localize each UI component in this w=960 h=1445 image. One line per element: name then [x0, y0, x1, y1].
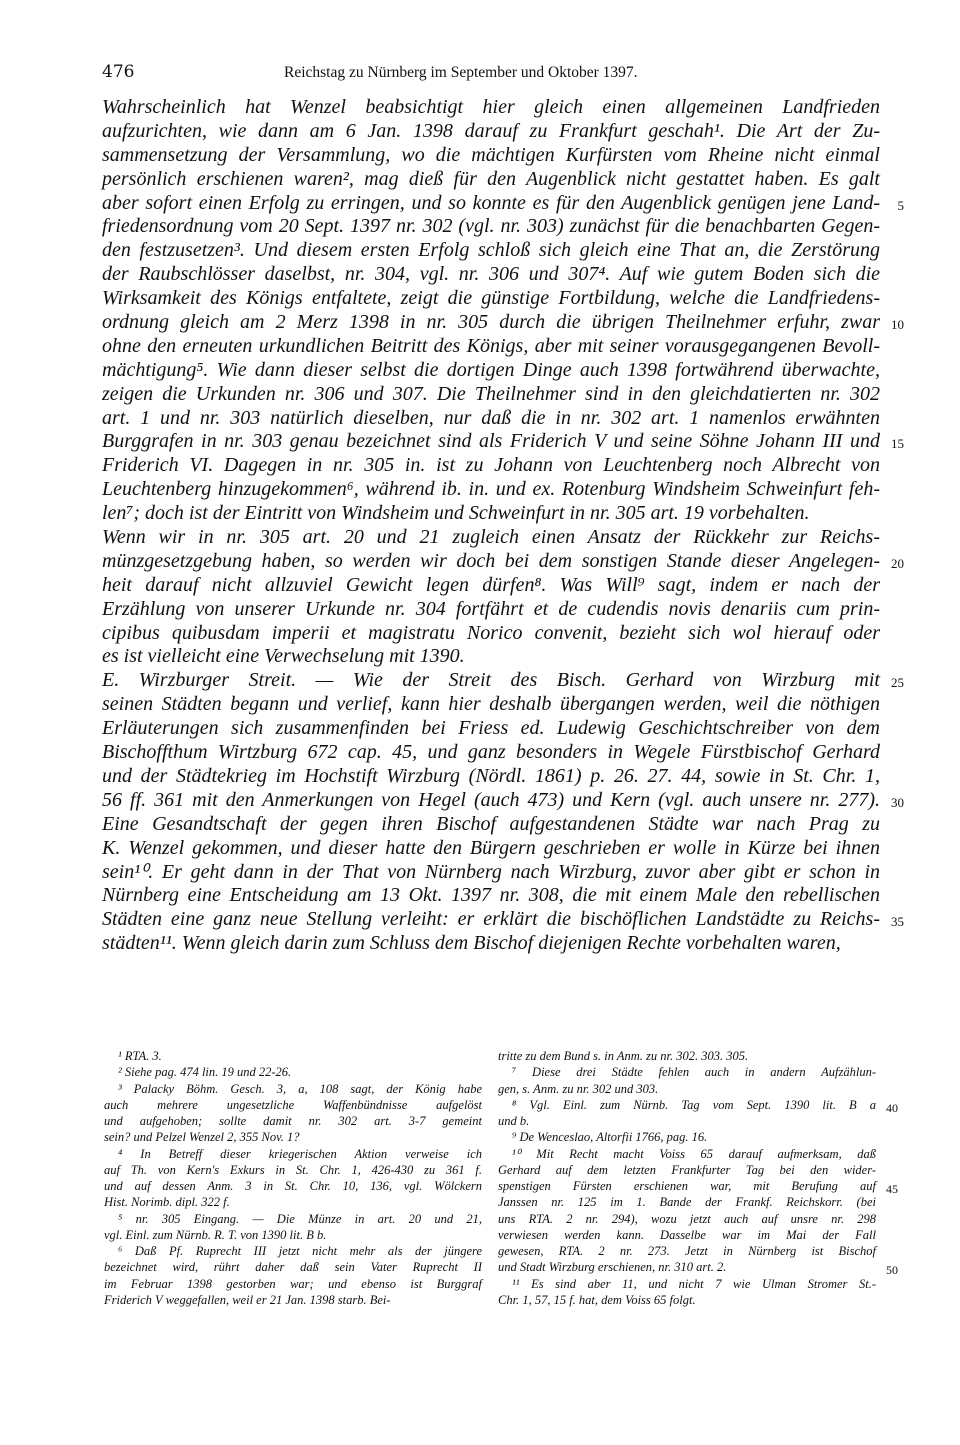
running-title: Reichstag zu Nürnberg im September und Oktober 1397.	[284, 64, 638, 81]
footnote-line	[498, 1227, 876, 1243]
body-line-text: E. Wirzburger Streit. — Wie der Streit des Bisch. Gerhard von Wirzburg mit	[102, 669, 880, 692]
body-line-text: 56 ff. 361 mit den Anmerkungen von Hegel (auch 473) und Kern (vgl. auch unsere nr. 277).	[102, 788, 880, 811]
body-line-text: mächtigung⁵. Wie dann dieser selbst die dortigen Dinge auch 1398 fortwährend überwachte,	[102, 358, 880, 381]
footnote-text: auch mehrere ungesetzliche Waffenbündnisse aufgelöst	[104, 1097, 482, 1112]
body-line-text: aber sofort einen Erfolg zu erringen, und so konnte es für den Augenblick genügen jene Land-	[102, 191, 880, 214]
footnote-text: ² Siehe pag. 474 lin. 19 und 22-26.	[118, 1065, 292, 1080]
footnote-text: Hist. Norimb. dipl. 322 f.	[104, 1195, 230, 1210]
line-number: 5	[897, 197, 904, 213]
footnote-line-number: 45	[886, 1182, 898, 1196]
body-line	[102, 359, 880, 383]
footnote-text: verwiesen werden kann. Dasselbe war im Mai der Fall	[498, 1227, 876, 1242]
body-line-text: Wirksamkeit des Königs entfaltete, zeigt die günstige Fortbildung, welche die Landfriedens-	[102, 287, 880, 310]
footnote-line	[498, 1211, 876, 1227]
body-line-text: Friderich VI. Dagegen in nr. 305 in. ist zu Johann von Leuchtenberg noch Albrecht von	[102, 454, 880, 477]
footnote-text: ³ Palacky Böhm. Gesch. 3, a, 108 sagt, der König habe	[118, 1081, 482, 1096]
footnotes-right-column	[498, 1048, 898, 1308]
body-line	[102, 908, 904, 932]
footnote-line	[104, 1048, 482, 1064]
footnote-text: auf Th. von Kern's Exkurs in St. Chr. 1, 426-430 zu 361 f.	[104, 1162, 482, 1177]
body-line	[102, 788, 904, 813]
line-number: 25	[891, 675, 904, 691]
body-line-text: der Raubschlösser daselbst, nr. 304, vgl. nr. 306 und 307⁴. Auf wie gutem Boden sich die	[102, 263, 880, 286]
body-line-text: münzgesetzgebung haben, so werden wir doch bei dem sonstigen Stande dieser Angelegen-	[102, 549, 880, 572]
footnote-text: uns RTA. 2 nr. 294), wozu jetzt auch auf unsre nr. 298	[498, 1211, 876, 1226]
footnote-line	[104, 1178, 482, 1194]
body-line	[102, 96, 880, 120]
footnote-text: und Stadt Wirzburg erschienen, nr. 310 art. 2.	[498, 1260, 727, 1275]
body-line-text: Erzählung von unserer Urkunde nr. 304 fortfährt et de cudendis novis denariis cum prin-	[102, 597, 880, 620]
footnote-text: ¹ RTA. 3.	[118, 1049, 162, 1063]
footnote-line	[498, 1276, 876, 1292]
footnote-line	[104, 1194, 482, 1210]
body-line	[102, 502, 880, 526]
body-line	[102, 598, 880, 622]
footnote-line	[498, 1113, 876, 1129]
footnote-text: vgl. Einl. zum Nürnb. R. T. von 1390 lit. B b.	[104, 1227, 327, 1242]
body-line	[102, 144, 880, 168]
body-line	[102, 645, 880, 669]
footnote-line	[498, 1259, 898, 1278]
footnote-line	[104, 1292, 482, 1308]
body-line	[102, 717, 880, 741]
body-line	[102, 215, 880, 239]
footnote-line	[104, 1064, 482, 1080]
body-line-text: Städten eine ganz neue Stellung verleiht: er erklärt die bischöflichen Landstädte zu Reichs-	[102, 908, 880, 931]
body-line	[102, 526, 880, 550]
body-line	[102, 407, 880, 431]
body-line	[102, 168, 880, 192]
body-line-text: ohne den erneuten urkundlichen Beitritt des Königs, aber mit seiner vorausgegangenen Bevoll-	[102, 334, 880, 357]
body-line	[102, 693, 880, 717]
footnote-line-number: 50	[886, 1263, 898, 1278]
footnote-line	[498, 1081, 876, 1097]
body-line-text: heit darauf nicht allzuviel Gewicht legen dürfen⁸. Was Will⁹ sagt, indem er nach der	[102, 573, 880, 596]
body-line	[102, 884, 880, 908]
body-line	[102, 549, 904, 574]
line-number: 35	[891, 914, 904, 930]
body-line	[102, 669, 904, 693]
body-line-text: ordnung gleich am 2 Merz 1398 in nr. 305 durch die übrigen Theilnehmer erfuhr, zwar	[102, 311, 880, 334]
footnote-line	[104, 1276, 482, 1292]
footnote-line	[498, 1243, 876, 1259]
body-line	[102, 311, 904, 335]
body-line-text: art. 1 und nr. 303 natürlich dieselben, nur daß die in nr. 302 art. 1 namenlos erwähnten	[102, 406, 880, 429]
main-text	[102, 96, 904, 956]
footnote-line	[104, 1259, 482, 1275]
body-line	[102, 287, 880, 311]
body-line-text: sein¹⁰. Er geht dann in der That von Nürnberg nach Wirzburg, zuvor aber gibt er schon in	[102, 860, 880, 883]
body-line	[102, 454, 880, 478]
footnote-line	[104, 1097, 482, 1113]
footnotes-left-column	[104, 1048, 482, 1308]
body-line-text: friedensordnung vom 20 Sept. 1397 nr. 302 (vgl. nr. 303) zunächst für die benachbarten Gegen-	[102, 215, 880, 238]
footnote-line	[498, 1162, 876, 1178]
footnote-text: Friderich V weggefallen, weil er 21 Jan. 1398 starb. Bei-	[104, 1292, 391, 1307]
body-line-text: es ist vielleicht eine Verwechselung mit 1390.	[102, 645, 465, 668]
body-line-text: zeigen die Urkunden nr. 306 und 307. Die Theilnehmer sind in den gleichdatierten nr. 302	[102, 382, 880, 405]
body-line-text: sammensetzung der Versammlung, wo die mächtigen Kurfürsten vom Rheine nicht einmal	[102, 143, 880, 166]
footnote-text: ⁴ In Betreff dieser kriegerischen Aktion verweise ich	[118, 1146, 482, 1161]
body-line	[102, 741, 880, 765]
footnote-text: und auf dessen Anm. 3 in St. Chr. 10, 136, vgl. Wölckern	[104, 1179, 482, 1193]
body-line	[102, 765, 880, 789]
footnote-line	[104, 1162, 482, 1178]
footnote-text: bezeichnet wird, rührt daher daß sein Vater Ruprecht II	[104, 1260, 482, 1275]
footnote-text: ⁷ Diese drei Städte fehlen auch in andern Aufzählun-	[512, 1065, 876, 1080]
footnote-text: ¹⁰ Mit Recht macht Voiss 65 darauf aufmerksam, daß	[512, 1146, 876, 1161]
body-line-text: seinen Städten begann und verlief, kann hier deshalb übergangen werden, weil die nöthigen	[102, 693, 880, 716]
body-line-text: len⁷; doch ist der Eintritt von Windsheim und Schweinfurt in nr. 305 art. 19 vorbehalten.	[102, 502, 810, 525]
footnote-line	[104, 1227, 482, 1243]
footnote-text: Janssen nr. 125 im 1. Bande der Frankf. Reichskorr. (bei	[498, 1195, 876, 1210]
footnote-text: ¹¹ Es sind aber 11, und nicht 7 wie Ulman Stromer St.-	[512, 1276, 876, 1291]
body-line-text: persönlich erschienen waren², mag dieß für den Augenblick nicht gestattet haben. Es galt	[102, 167, 880, 190]
body-line	[102, 120, 880, 144]
footnote-text: und aufgehoben; sollte damit nr. 302 art. 3-7 gemeint	[104, 1114, 482, 1128]
body-line-text: aufzurichten, wie dann am 6 Jan. 1398 darauf zu Frankfurt geschah¹. Die Art der Zu-	[102, 119, 880, 142]
footnote-line	[498, 1146, 876, 1162]
footnote-text: im Februar 1398 gestorben war; und ebenso ist Burggraf	[104, 1276, 482, 1291]
footnote-text: sein? und Pelzel Wenzel 2, 355 Nov. 1?	[104, 1130, 300, 1145]
running-header	[102, 62, 882, 86]
body-line	[102, 335, 880, 359]
line-number: 10	[891, 317, 904, 333]
body-line-text: Eine Gesandtschaft der gegen ihren Bischof aufgestandenen Städte war nach Prag zu	[102, 812, 880, 835]
body-line	[102, 263, 880, 287]
footnote-line	[104, 1081, 482, 1097]
footnote-line	[104, 1129, 482, 1145]
footnote-text: tritte zu dem Bund s. in Anm. zu nr. 302. 303. 305.	[498, 1049, 749, 1063]
footnote-line	[104, 1243, 482, 1259]
body-line	[102, 861, 880, 885]
footnote-text: ⁸ Vgl. Einl. zum Nürnb. Tag vom Sept. 1390 lit. B a	[512, 1097, 876, 1112]
body-line-text: den festzusetzen³. Und diesem ersten Erfolg schloß sich gleich eine That an, die Zerstörung	[102, 239, 880, 262]
line-number: 30	[891, 794, 904, 810]
body-line	[102, 837, 880, 861]
body-line	[102, 239, 880, 263]
body-line-text: Bischoffthum Wirtzburg 672 cap. 45, und ganz besonders in Wegele Fürstbischof Gerhard	[102, 741, 880, 764]
body-line-text: städten¹¹. Wenn gleich darin zum Schluss dem Bischof diejenigen Rechte vorbehalten waren,	[102, 932, 841, 955]
body-line	[102, 574, 880, 598]
footnote-text: ⁹ De Wenceslao, Altorfii 1766, pag. 16.	[512, 1130, 708, 1145]
footnote-line	[498, 1129, 876, 1145]
line-number: 15	[891, 436, 904, 452]
body-line-text: Nürnberg eine Entscheidung am 13 Okt. 1397 nr. 308, die mit einem Male den rebellischen	[102, 884, 880, 907]
body-line-text: Erläuterungen sich zusammenfinden bei Friess ed. Ludewig Geschichtschreiber von dem	[102, 717, 880, 740]
body-line-text: Wenn wir in nr. 305 art. 20 und 21 zugleich einen Ansatz der Rückkehr zur Reichs-	[102, 526, 880, 549]
footnote-text: Gerhard auf dem letzten Frankfurter Tag bei den wider-	[498, 1162, 876, 1177]
footnote-text: gewesen, RTA. 2 nr. 273. Jetzt in Nürnberg ist Bischof	[498, 1244, 876, 1258]
body-line-text: Burggrafen in nr. 303 genau bezeichnet sind als Friderich V und seine Söhne Johann III und	[102, 430, 880, 453]
body-line-text: und der Städtekrieg im Hochstift Wirzburg (Nördl. 1861) p. 26. 27. 44, sowie in St. Chr. 1,	[102, 764, 880, 787]
footnote-line-number: 40	[886, 1100, 898, 1115]
footnote-text: gen, s. Anm. zu nr. 302 und 303.	[498, 1081, 659, 1096]
footnote-text: ⁶ Daß Pf. Ruprecht III jetzt nicht mehr als der jüngere	[118, 1244, 482, 1258]
page-number: 476	[102, 62, 135, 82]
footnote-line	[498, 1292, 876, 1308]
body-line-text: Leuchtenberg hinzugekommen⁶, während ib. in. und ex. Rotenburg Windsheim Schweinfurt feh-	[102, 478, 880, 501]
footnote-text: und b.	[498, 1114, 530, 1128]
line-number: 20	[891, 555, 904, 571]
body-line	[102, 191, 904, 216]
body-line	[102, 430, 904, 454]
footnote-text: Chr. 1, 57, 15 f. hat, dem Voiss 65 folgt.	[498, 1292, 696, 1307]
footnote-line	[498, 1064, 876, 1080]
footnote-line	[104, 1211, 482, 1227]
body-line-text: cipibus quibusdam imperii et magistratu Norico convenit, bezieht sich wol hierauf oder	[102, 621, 880, 644]
footnote-line	[498, 1048, 876, 1064]
body-line-text: Wahrscheinlich hat Wenzel beabsichtigt hier gleich einen allgemeinen Landfrieden	[102, 96, 880, 118]
footnote-text: spenstigen Fürsten erschienen war, mit Berufung auf	[498, 1179, 876, 1193]
footnote-text: ⁵ nr. 305 Eingang. — Die Münze in art. 20 und 21,	[118, 1211, 482, 1226]
body-line	[102, 478, 880, 502]
footnote-line	[498, 1194, 876, 1210]
body-line-text: K. Wenzel gekommen, und dieser hatte den Bürgern geschrieben er wolle in Kürze bei ihnen	[102, 836, 880, 859]
body-line	[102, 813, 880, 837]
footnote-line	[104, 1113, 482, 1129]
footnote-line	[498, 1178, 898, 1196]
body-line	[102, 932, 880, 956]
body-line	[102, 622, 880, 646]
footnote-line	[104, 1146, 482, 1162]
body-line	[102, 383, 880, 407]
footnote-line	[498, 1097, 898, 1115]
